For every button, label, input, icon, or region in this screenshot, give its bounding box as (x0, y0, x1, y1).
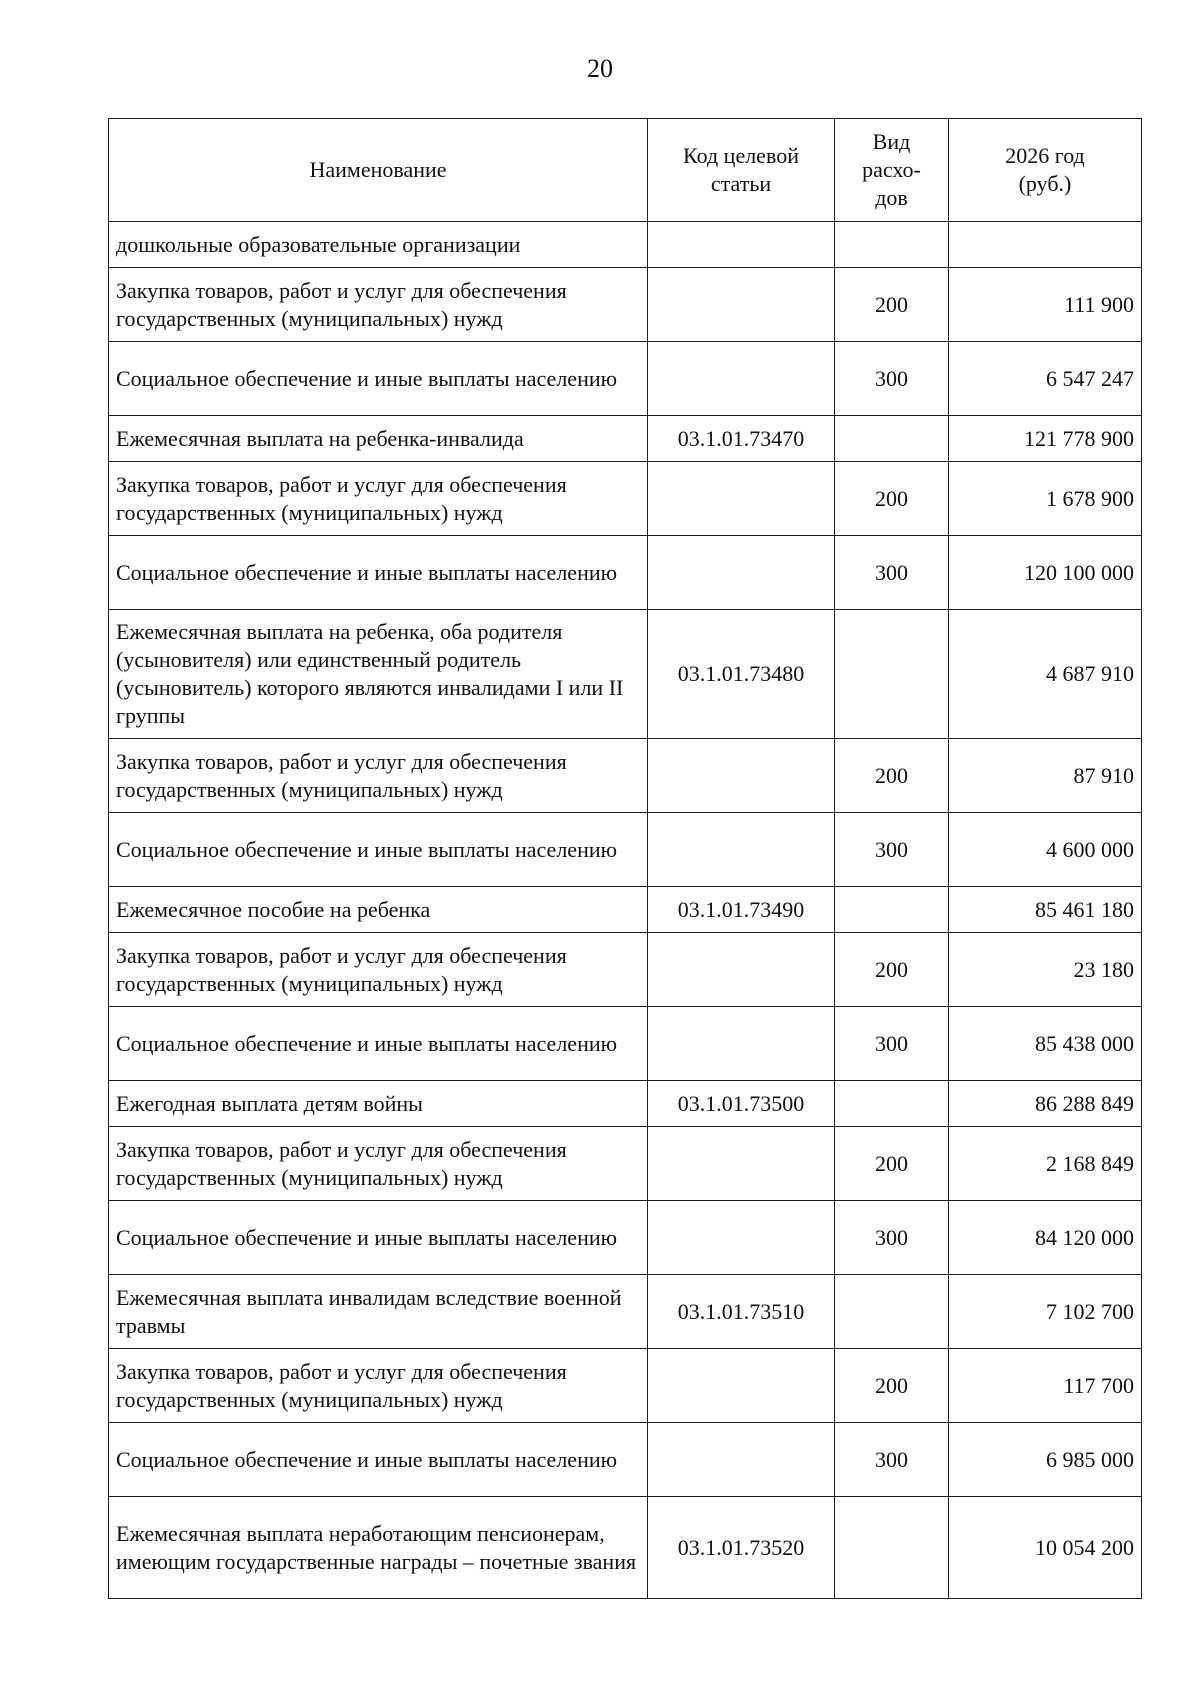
table-row (109, 1275, 1142, 1349)
name-cell: Ежемесячная выплата инвалидам вследствие военной травмы (109, 1275, 648, 1349)
sum-cell: 87 910 (949, 739, 1142, 813)
table-row (109, 887, 1142, 933)
header-name: Наименование (109, 119, 648, 222)
table-row (109, 268, 1142, 342)
header-row (109, 119, 1142, 222)
sum-cell: 2 168 849 (949, 1127, 1142, 1201)
sum-cell: 23 180 (949, 933, 1142, 1007)
name-cell: дошкольные образовательные организации (109, 222, 648, 268)
kind-cell: 300 (835, 1423, 949, 1497)
name-cell: Социальное обеспечение и иные выплаты населению (109, 1007, 648, 1081)
kind-cell: 300 (835, 342, 949, 416)
name-cell: Закупка товаров, работ и услуг для обеспечения государственных (муниципальных) нужд (109, 1127, 648, 1201)
name-cell: Закупка товаров, работ и услуг для обеспечения государственных (муниципальных) нужд (109, 933, 648, 1007)
table-row (109, 1007, 1142, 1081)
sum-cell: 4 687 910 (949, 610, 1142, 739)
code-cell: 03.1.01.73510 (648, 1275, 835, 1349)
sum-cell: 120 100 000 (949, 536, 1142, 610)
sum-cell: 1 678 900 (949, 462, 1142, 536)
code-cell (648, 1127, 835, 1201)
code-cell: 03.1.01.73470 (648, 416, 835, 462)
table-row (109, 1349, 1142, 1423)
code-cell (648, 1349, 835, 1423)
sum-cell: 6 547 247 (949, 342, 1142, 416)
sum-cell: 10 054 200 (949, 1497, 1142, 1599)
name-cell: Ежемесячное пособие на ребенка (109, 887, 648, 933)
name-cell: Ежемесячная выплата на ребенка, оба родителя (усыновителя) или единственный родитель (усыновитель) которого являются инвалидами I или II группы (109, 610, 648, 739)
name-cell: Закупка товаров, работ и услуг для обеспечения государственных (муниципальных) нужд (109, 739, 648, 813)
code-cell (648, 462, 835, 536)
sum-cell: 121 778 900 (949, 416, 1142, 462)
table-row (109, 342, 1142, 416)
table-row (109, 1201, 1142, 1275)
sum-cell: 117 700 (949, 1349, 1142, 1423)
table-row (109, 610, 1142, 739)
table-row (109, 813, 1142, 887)
kind-cell (835, 887, 949, 933)
sum-cell: 6 985 000 (949, 1423, 1142, 1497)
kind-cell: 300 (835, 1007, 949, 1081)
kind-cell (835, 610, 949, 739)
name-cell: Ежегодная выплата детям войны (109, 1081, 648, 1127)
table-row (109, 416, 1142, 462)
kind-cell: 200 (835, 739, 949, 813)
name-cell: Закупка товаров, работ и услуг для обеспечения государственных (муниципальных) нужд (109, 462, 648, 536)
kind-cell (835, 1497, 949, 1599)
code-cell (648, 536, 835, 610)
header-kind: Вид расхо-дов (835, 119, 949, 222)
name-cell: Социальное обеспечение и иные выплаты населению (109, 813, 648, 887)
budget-table (108, 118, 1142, 1599)
code-cell (648, 1423, 835, 1497)
table-row (109, 933, 1142, 1007)
code-cell: 03.1.01.73490 (648, 887, 835, 933)
code-cell (648, 1007, 835, 1081)
code-cell (648, 739, 835, 813)
name-cell: Ежемесячная выплата на ребенка-инвалида (109, 416, 648, 462)
kind-cell (835, 1081, 949, 1127)
name-cell: Социальное обеспечение и иные выплаты населению (109, 536, 648, 610)
page-number: 20 (587, 54, 613, 83)
kind-cell (835, 222, 949, 268)
name-cell: Социальное обеспечение и иные выплаты населению (109, 1201, 648, 1275)
table-row (109, 222, 1142, 268)
name-cell: Социальное обеспечение и иные выплаты населению (109, 1423, 648, 1497)
table-header (109, 119, 1142, 222)
sum-cell (949, 222, 1142, 268)
code-cell (648, 813, 835, 887)
sum-cell: 85 438 000 (949, 1007, 1142, 1081)
sum-cell: 84 120 000 (949, 1201, 1142, 1275)
kind-cell (835, 1275, 949, 1349)
sum-cell: 4 600 000 (949, 813, 1142, 887)
table-row (109, 1497, 1142, 1599)
kind-cell: 200 (835, 933, 949, 1007)
code-cell (648, 342, 835, 416)
name-cell: Ежемесячная выплата неработающим пенсионерам, имеющим государственные награды – почетные звания (109, 1497, 648, 1599)
kind-cell: 200 (835, 462, 949, 536)
name-cell: Социальное обеспечение и иные выплаты населению (109, 342, 648, 416)
code-cell (648, 268, 835, 342)
table-row (109, 739, 1142, 813)
code-cell: 03.1.01.73500 (648, 1081, 835, 1127)
sum-cell: 111 900 (949, 268, 1142, 342)
name-cell: Закупка товаров, работ и услуг для обеспечения государственных (муниципальных) нужд (109, 268, 648, 342)
code-cell (648, 222, 835, 268)
kind-cell: 300 (835, 536, 949, 610)
table-row (109, 1127, 1142, 1201)
header-code: Код целевой статьи (648, 119, 835, 222)
kind-cell: 300 (835, 813, 949, 887)
table-row (109, 462, 1142, 536)
kind-cell: 200 (835, 268, 949, 342)
header-sum: 2026 год (руб.) (949, 119, 1142, 222)
code-cell (648, 933, 835, 1007)
kind-cell (835, 416, 949, 462)
sum-cell: 85 461 180 (949, 887, 1142, 933)
kind-cell: 200 (835, 1349, 949, 1423)
kind-cell: 200 (835, 1127, 949, 1201)
table-row (109, 536, 1142, 610)
sum-cell: 7 102 700 (949, 1275, 1142, 1349)
table-row (109, 1423, 1142, 1497)
table-row (109, 1081, 1142, 1127)
sum-cell: 86 288 849 (949, 1081, 1142, 1127)
kind-cell: 300 (835, 1201, 949, 1275)
code-cell: 03.1.01.73520 (648, 1497, 835, 1599)
code-cell: 03.1.01.73480 (648, 610, 835, 739)
code-cell (648, 1201, 835, 1275)
table-body (109, 222, 1142, 1599)
name-cell: Закупка товаров, работ и услуг для обеспечения государственных (муниципальных) нужд (109, 1349, 648, 1423)
